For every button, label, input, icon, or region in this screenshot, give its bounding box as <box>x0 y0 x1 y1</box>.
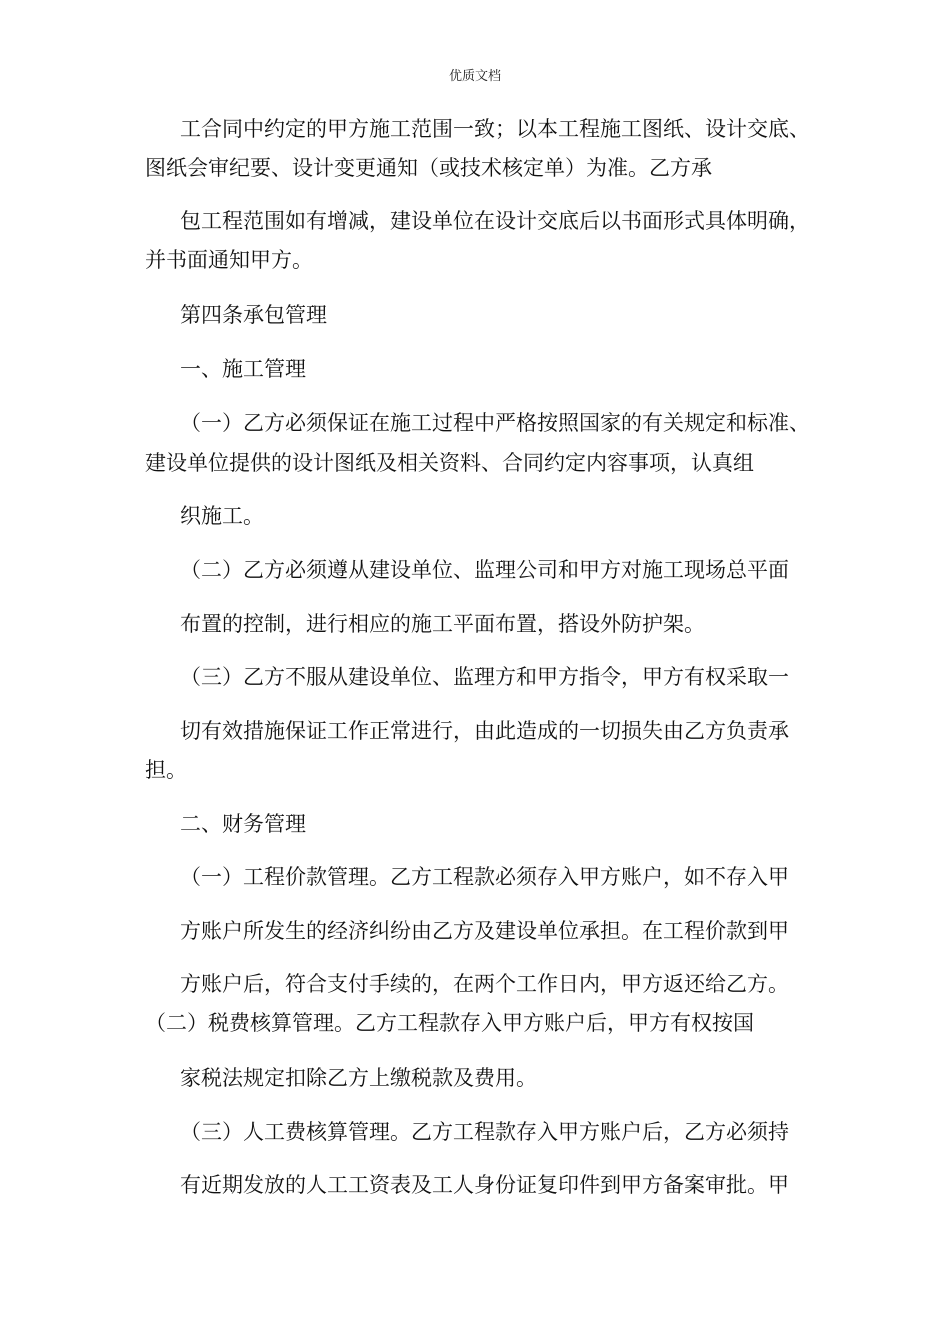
text-line: 方账户后，符合支付手续的，在两个工作日内，甲方返还给乙方。 <box>180 972 789 996</box>
text-line: （二）税费核算管理。乙方工程款存入甲方账户后，甲方有权按国 <box>145 1011 754 1035</box>
text-line: （一）乙方必须保证在施工过程中严格按照国家的有关规定和标准、 <box>180 411 810 435</box>
text-line: 担。 <box>145 758 187 782</box>
text-line: 织施工。 <box>180 504 264 528</box>
text-line: 布置的控制，进行相应的施工平面布置，搭设外防护架。 <box>180 612 705 636</box>
text-line: （三）人工费核算管理。乙方工程款存入甲方账户后，乙方必须持 <box>180 1120 789 1144</box>
text-line: （二）乙方必须遵从建设单位、监理公司和甲方对施工现场总平面 <box>180 558 789 582</box>
text-line: 有近期发放的人工工资表及工人身份证复印件到甲方备案审批。甲 <box>180 1173 789 1197</box>
text-line: （三）乙方不服从建设单位、监理方和甲方指令，甲方有权采取一 <box>180 665 789 689</box>
text-line: 并书面通知甲方。 <box>145 248 313 272</box>
text-line: 图纸会审纪要、设计变更通知（或技术核定单）为准。乙方承 <box>145 156 712 180</box>
subsection-heading: 一、施工管理 <box>180 357 306 381</box>
subsection-heading: 二、财务管理 <box>180 812 306 836</box>
page-header: 优质文档 <box>448 69 501 84</box>
text-line: 切有效措施保证工作正常进行，由此造成的一切损失由乙方负责承 <box>180 719 789 743</box>
text-line: 包工程范围如有增减，建设单位在设计交底后以书面形式具体明确， <box>180 209 810 233</box>
text-line: 方账户所发生的经济纠纷由乙方及建设单位承担。在工程价款到甲 <box>180 919 789 943</box>
text-line: 建设单位提供的设计图纸及相关资料、合同约定内容事项，认真组 <box>145 451 754 475</box>
text-line: 家税法规定扣除乙方上缴税款及费用。 <box>180 1066 537 1090</box>
text-line: （一）工程价款管理。乙方工程款必须存入甲方账户，如不存入甲 <box>180 865 789 889</box>
text-line: 工合同中约定的甲方施工范围一致；以本工程施工图纸、设计交底、 <box>180 117 810 141</box>
section-heading: 第四条承包管理 <box>180 303 327 327</box>
